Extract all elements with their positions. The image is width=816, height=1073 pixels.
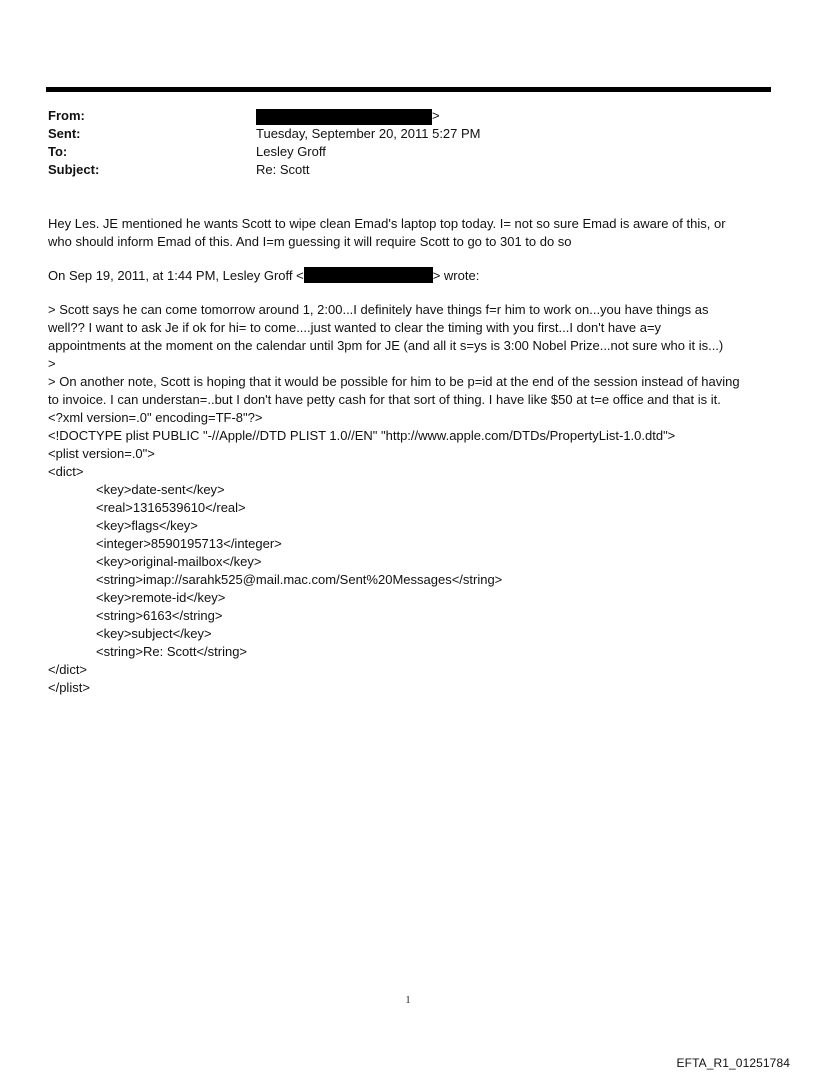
plist-line: <key>date-sent</key> xyxy=(96,482,225,497)
quote-intro-suffix: > wrote: xyxy=(432,268,480,283)
plist-closing-line: </dict> xyxy=(48,662,88,677)
quoted-line: well?? I want to ask Je if ok for hi= to come....just wanted to clear the timing with you first...I don't have a=y xyxy=(48,320,662,335)
plist-line: <string>Re: Scott</string> xyxy=(96,644,248,659)
subject-value: Re: Scott xyxy=(256,162,310,177)
quoted-line: <plist version=.0"> xyxy=(48,446,155,461)
plist-line: <key>flags</key> xyxy=(96,518,198,533)
bates-number: EFTA_R1_01251784 xyxy=(676,1056,790,1070)
quoted-line: > On another note, Scott is hoping that it would be possible for him to be p=id at the end of the session instead of having xyxy=(48,374,740,389)
page-number: 1 xyxy=(405,995,411,1006)
sent-label: Sent: xyxy=(48,126,81,141)
to-label: To: xyxy=(48,144,68,159)
to-row xyxy=(48,143,768,161)
from-label: From: xyxy=(48,108,85,123)
quoted-line: <!DOCTYPE plist PUBLIC "-//Apple//DTD PLIST 1.0//EN" "http://www.apple.com/DTDs/PropertyList-1.0.dtd"> xyxy=(48,428,676,443)
quoted-line: <?xml version=.0" encoding=TF-8"?> xyxy=(48,410,263,425)
sent-value: Tuesday, September 20, 2011 5:27 PM xyxy=(256,126,481,141)
sent-row xyxy=(48,125,768,143)
quoted-message xyxy=(48,301,774,697)
quoted-line: > Scott says he can come tomorrow around 1, 2:00...I definitely have things f=r him to work on...you have things as xyxy=(48,302,709,317)
quote-intro xyxy=(48,267,774,285)
plist-line: <integer>8590195713</integer> xyxy=(96,536,282,551)
email-body xyxy=(48,215,774,697)
plist-line: <real>1316539610</real> xyxy=(96,500,246,515)
quoted-line: appointments at the moment on the calendar until 3pm for JE (and all it s=ys is 3:00 Nobel Prize...not sure who it is...) xyxy=(48,338,724,353)
plist-closing-line: </plist> xyxy=(48,680,90,695)
plist-line: <string>6163</string> xyxy=(96,608,223,623)
body-line: who should inform Emad of this. And I=m guessing it will require Scott to go to 301 to do so xyxy=(48,234,572,249)
quote-intro-prefix: On Sep 19, 2011, at 1:44 PM, Lesley Groff < xyxy=(48,268,304,283)
header-rule xyxy=(46,87,771,92)
from-row xyxy=(48,107,768,125)
plist-line: <key>original-mailbox</key> xyxy=(96,554,262,569)
from-value xyxy=(256,107,768,125)
body-line: Hey Les. JE mentioned he wants Scott to wipe clean Emad's laptop top today. I= not so sure Emad is aware of this, or xyxy=(48,216,726,231)
subject-row xyxy=(48,161,768,179)
quoted-line: > xyxy=(48,356,56,371)
plist-line: <key>remote-id</key> xyxy=(96,590,226,605)
to-value: Lesley Groff xyxy=(256,144,326,159)
redaction-block xyxy=(304,267,433,283)
message-paragraph xyxy=(48,215,774,251)
plist-line: <key>subject</key> xyxy=(96,626,212,641)
redaction-block xyxy=(256,109,432,125)
from-suffix: > xyxy=(432,108,440,123)
plist-line: <string>imap://sarahk525@mail.mac.com/Sent%20Messages</string> xyxy=(96,572,503,587)
subject-label: Subject: xyxy=(48,162,100,177)
quoted-line: <dict> xyxy=(48,464,84,479)
quoted-line: to invoice. I can understan=..but I don't have petty cash for that sort of thing. I have like $50 at t=e office and that is it. xyxy=(48,392,721,407)
email-header xyxy=(48,107,768,179)
